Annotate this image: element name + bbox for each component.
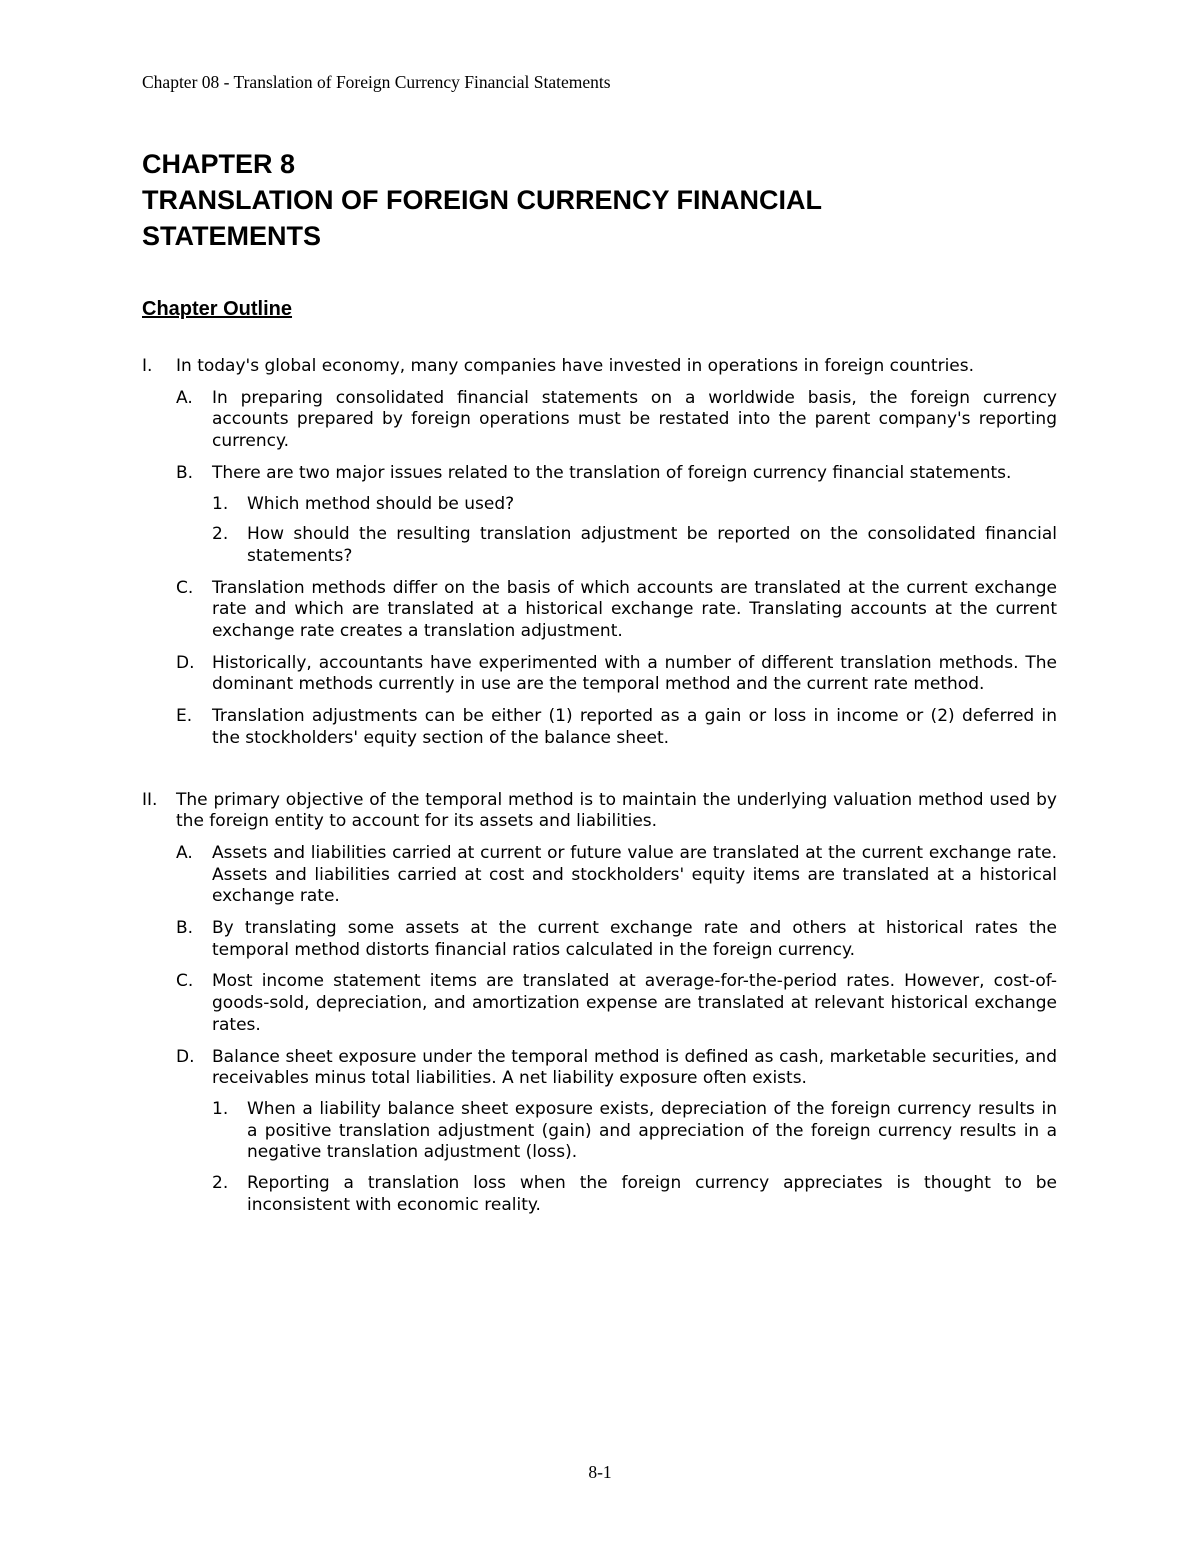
- subitem-marker: 2.: [212, 524, 229, 545]
- outline-heading: Chapter Outline: [142, 298, 293, 320]
- outline-item-1d: [142, 653, 1057, 696]
- outline-item-2d: [142, 1047, 1057, 1090]
- outline-item-1b: [142, 463, 1057, 485]
- section-marker: II.: [142, 789, 158, 810]
- chapter-number: CHAPTER 8: [142, 149, 296, 179]
- outline-item-1c: [142, 578, 1057, 643]
- outline-item-2a: [142, 843, 1057, 908]
- item-text: In preparing consolidated financial statements on a worldwide basis, the foreign currency accounts prepared by foreign operations must be restated into the parent company's reporting currency.: [212, 387, 1057, 452]
- item-marker: C.: [176, 577, 194, 598]
- outline-item-2c: [142, 971, 1057, 1036]
- page-number: 8-1: [588, 1462, 612, 1482]
- subitem-text: Which method should be used?: [247, 493, 515, 514]
- outline-subitem-1b-2: [142, 524, 1057, 567]
- running-header: Chapter 08 - Translation of Foreign Currency Financial Statements: [142, 72, 611, 92]
- item-marker: D.: [176, 652, 195, 673]
- item-text: Assets and liabilities carried at current or future value are translated at the current exchange rate. Assets and liabilities carried at cost and stockholders' equity items are translated at a historical exchange rate.: [212, 842, 1057, 907]
- outline-item-1a: [142, 388, 1057, 453]
- chapter-outline: [142, 356, 1057, 1217]
- item-text: Historically, accountants have experimented with a number of different translation methods. The dominant methods currently in use are the temporal method and the current rate method.: [212, 652, 1057, 695]
- subitem-text: When a liability balance sheet exposure exists, depreciation of the foreign currency results in a positive translation adjustment (gain) and appreciation of the foreign currency results in a negative translation adjustment (loss).: [247, 1098, 1057, 1163]
- subitem-marker: 2.: [212, 1173, 229, 1194]
- chapter-title-line-1: TRANSLATION OF FOREIGN CURRENCY FINANCIAL: [142, 185, 822, 215]
- item-marker: E.: [176, 706, 193, 727]
- subitem-text: Reporting a translation loss when the foreign currency appreciates is thought to be inconsistent with economic reality.: [247, 1173, 1057, 1215]
- item-text: Translation adjustments can be either (1) reported as a gain or loss in income or (2) deferred in the stockholders' equity section of the balance sheet.: [212, 706, 1057, 748]
- outline-subitem-2d-1: [142, 1099, 1057, 1164]
- outline-item-2b: [142, 918, 1057, 961]
- item-marker: A.: [176, 387, 193, 408]
- item-marker: A.: [176, 842, 193, 863]
- chapter-title-block: [142, 146, 1042, 254]
- item-marker: C.: [176, 971, 194, 992]
- outline-item-1e: [142, 706, 1057, 749]
- item-marker: B.: [176, 918, 194, 939]
- section-text: The primary objective of the temporal method is to maintain the underlying valuation method used by the foreign entity to account for its assets and liabilities.: [176, 789, 1057, 832]
- outline-section-2: [142, 790, 1057, 833]
- item-text: There are two major issues related to the translation of foreign currency financial statements.: [212, 462, 1012, 483]
- outline-section-1: [142, 356, 1057, 378]
- item-text: Translation methods differ on the basis of which accounts are translated at the current exchange rate and which are translated at a historical exchange rate. Translating accounts at the current exchange rate creates a translation adjustment.: [212, 577, 1057, 642]
- section-text: In today's global economy, many companies have invested in operations in foreign countries.: [176, 356, 975, 376]
- subitem-marker: 1.: [212, 493, 229, 514]
- item-text: By translating some assets at the current exchange rate and others at historical rates the temporal method distorts financial ratios calculated in the foreign currency.: [212, 918, 1057, 960]
- subitem-marker: 1.: [212, 1098, 229, 1119]
- item-marker: B.: [176, 462, 194, 483]
- subitem-text: How should the resulting translation adjustment be reported on the consolidated financial statements?: [247, 524, 1057, 566]
- item-marker: D.: [176, 1046, 195, 1067]
- chapter-title-line-2: STATEMENTS: [142, 221, 321, 251]
- item-text: Most income statement items are translated at average-for-the-period rates. However, cost-of-goods-sold, depreciation, and amortization expense are translated at relevant historical exchange rates.: [212, 971, 1057, 1035]
- section-marker: I.: [142, 356, 153, 376]
- item-text: Balance sheet exposure under the temporal method is defined as cash, marketable securities, and receivables minus total liabilities. A net liability exposure often exists.: [212, 1046, 1057, 1089]
- outline-subitem-2d-2: [142, 1173, 1057, 1216]
- outline-subitem-1b-1: [142, 494, 1057, 516]
